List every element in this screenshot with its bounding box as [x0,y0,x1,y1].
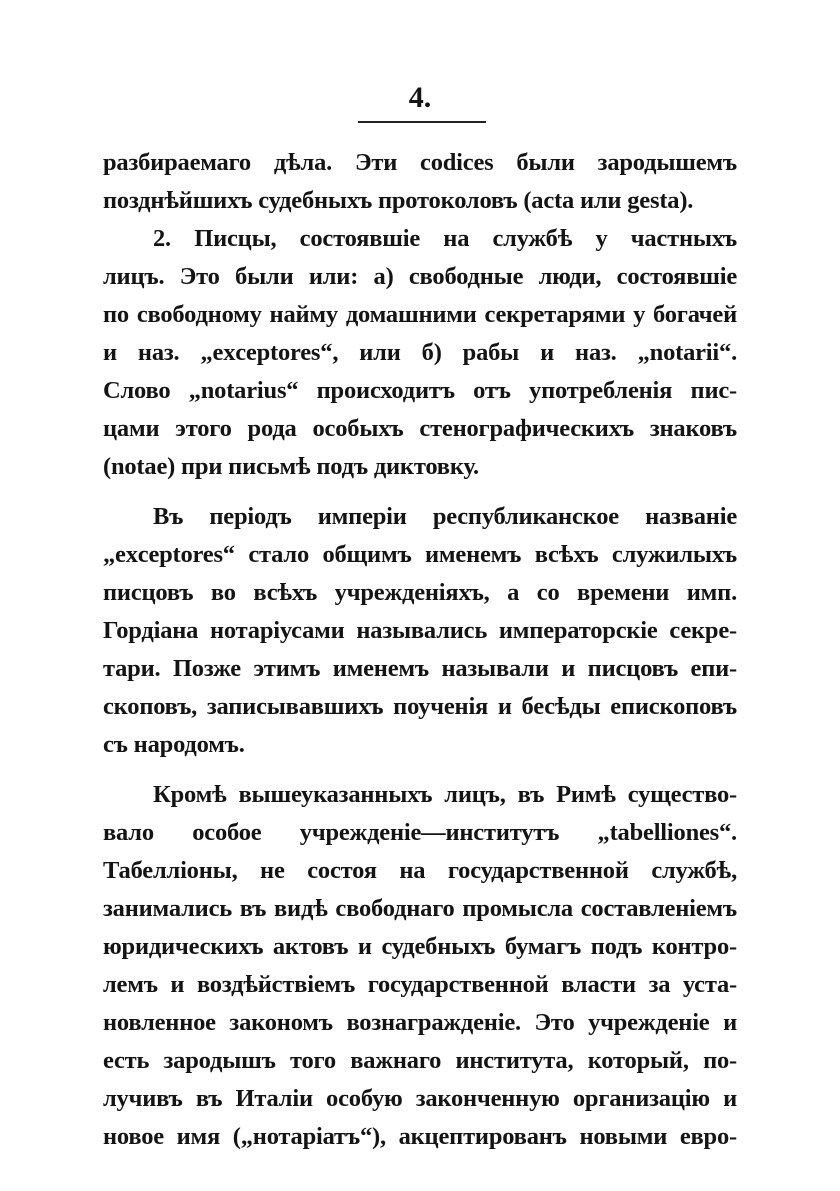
text-line: занимались въ видѣ свободнаго промысла составленіемъ [103,895,737,922]
text-line: новое имя („нотаріатъ“), акцептированъ новыми евро- [103,1123,737,1150]
text-line: „exceptores“ стало общимъ именемъ всѣхъ служилыхъ [103,541,737,568]
text-line: Гордіана нотаріусами назывались императорскіе секре- [103,617,737,644]
text-line: новленное закономъ вознагражденіе. Это учрежденіе и [103,1009,737,1036]
text-line: по свободному найму домашними секретарями у богачей [103,301,737,328]
text-line: разбираемаго дѣла. Эти codices были зародышемъ [103,149,737,176]
text-line: юридическихъ актовъ и судебныхъ бумагъ подъ контро- [103,933,737,960]
text-line: скоповъ, записывавшихъ поученія и бесѣды епископовъ [103,693,737,720]
paragraph-gap [103,486,737,498]
paragraph [103,220,737,486]
text-line: писцовъ во всѣхъ учрежденіяхъ, а со времени имп. [103,579,737,606]
text-line: позднѣйшихъ судебныхъ протоколовъ (acta или gesta). [103,187,694,214]
text-line: 2. Писцы, состоявшіе на службѣ у частныхъ [153,225,737,252]
text-line: Въ періодъ имперіи республиканское названіе [153,503,737,530]
text-line: вало особое учрежденіе—институтъ „tabelliones“. [103,819,737,846]
paragraph-gap [103,764,737,776]
paragraph [103,776,737,1156]
text-line: есть зародышъ того важнаго института, который, по- [103,1047,737,1074]
text-line: тари. Позже этимъ именемъ называли и писцовъ епи- [103,655,737,682]
text-line: Табелліоны, не состоя на государственной службѣ, [103,857,737,884]
text-line: Кромѣ вышеуказанныхъ лицъ, въ Римѣ существо- [153,781,737,808]
page-number-rule [358,121,486,123]
paragraph [103,144,737,220]
text-line: съ народомъ. [103,731,245,758]
page-number: 4. [408,81,432,114]
text-line: цами этого рода особыхъ стенографическихъ знаковъ [103,415,737,442]
body-text [103,144,737,1156]
text-line: лучивъ въ Италіи особую законченную организацію и [103,1085,737,1112]
paragraph [103,498,737,764]
text-line: лицъ. Это были или: а) свободные люди, состоявшіе [103,263,737,290]
text-line: и наз. „exceptores“, или б) рабы и наз. „notarii“. [103,339,737,366]
text-line: Слово „notarius“ происходитъ отъ употребленія пис- [103,377,737,404]
text-line: (notae) при письмѣ подъ диктовку. [103,453,479,480]
text-line: лемъ и воздѣйствіемъ государственной власти за уста- [103,971,737,998]
